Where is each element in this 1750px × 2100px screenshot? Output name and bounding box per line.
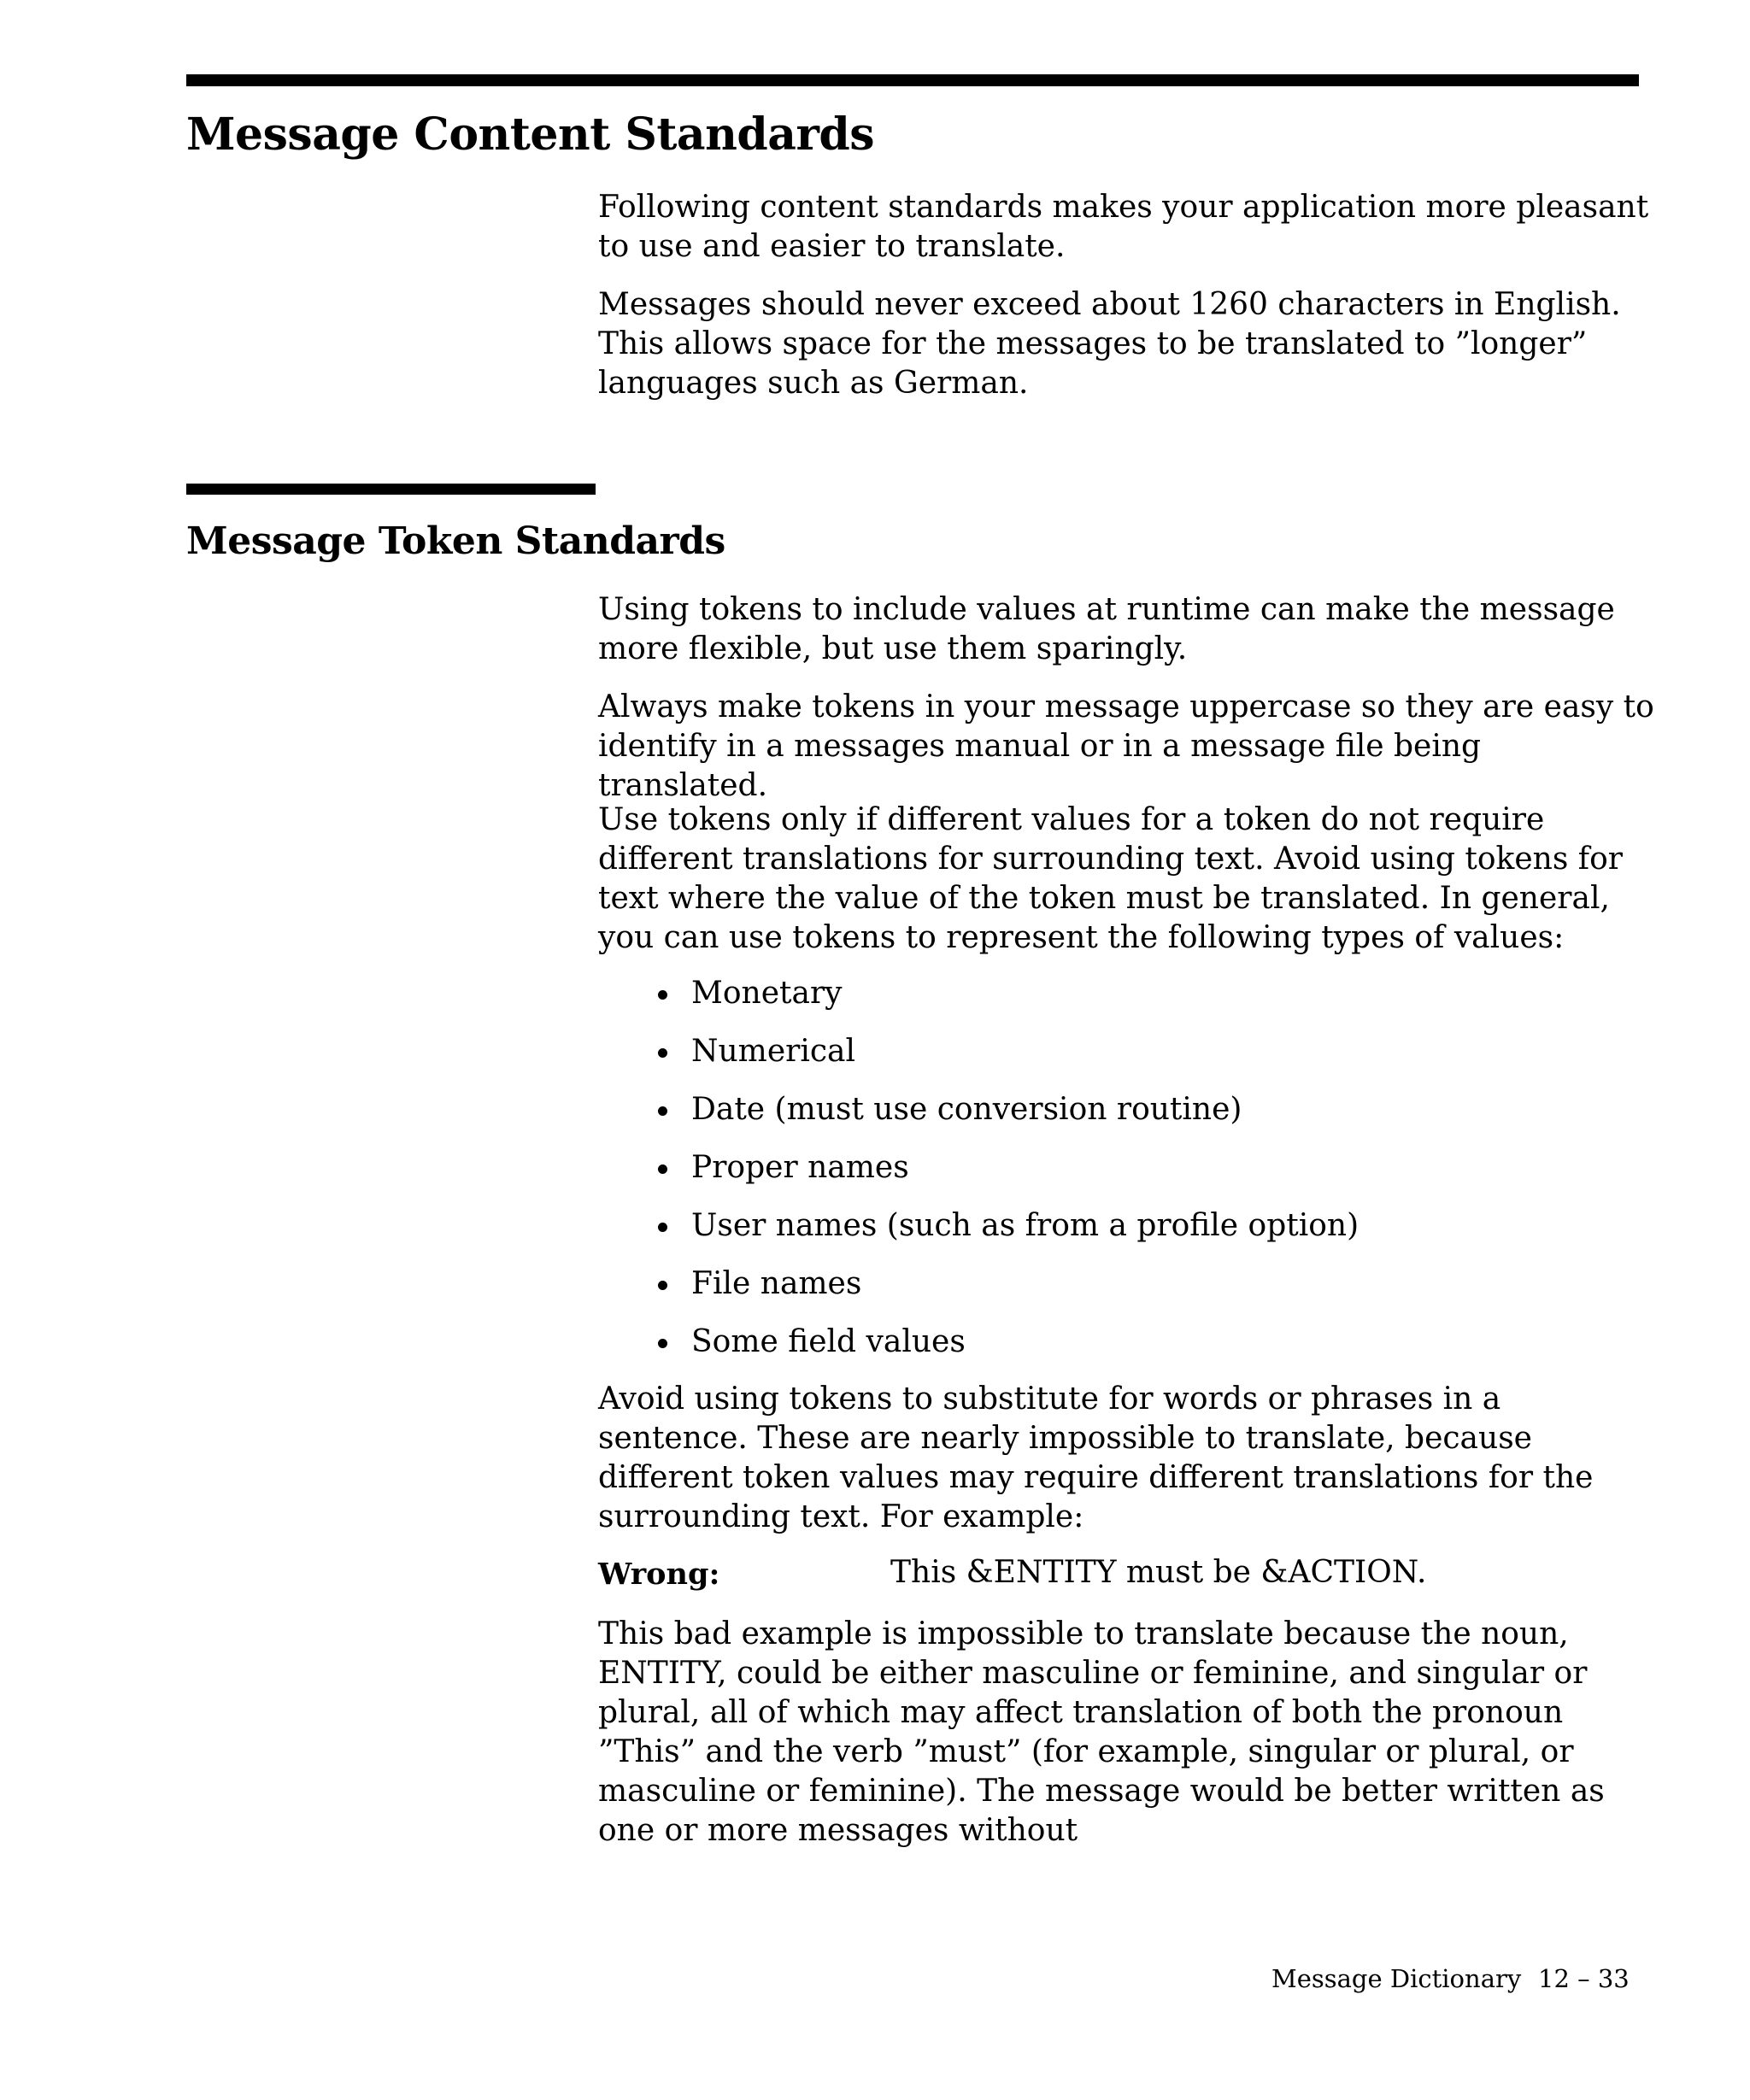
paragraph-text: Following content standards makes your application more pleasant to use and easier to translate. xyxy=(598,190,1649,264)
paragraph xyxy=(598,688,1658,806)
example-text: This &ENTITY must be &ACTION. xyxy=(890,1555,1427,1590)
list-item xyxy=(658,1264,1359,1304)
paragraph-text: This bad example is impossible to translate because the noun, ENTITY, could be either masculine or feminine, and singular or plural, all of which may affect translation of both the pronoun ”This” and the verb ”must” (for example, singular or plural, or masculine or feminine). The message would be better written as one or more messages without xyxy=(598,1616,1605,1848)
bullet-icon xyxy=(658,1339,667,1348)
list-item xyxy=(658,1323,1359,1362)
example-row xyxy=(598,1553,1658,1594)
list-item xyxy=(658,1148,1359,1188)
bullet-icon xyxy=(658,990,667,1000)
paragraph xyxy=(598,1380,1658,1537)
page-number: 12 – 33 xyxy=(1538,1964,1630,1993)
paragraph xyxy=(598,1615,1658,1851)
list-item-label: User names (such as from a profile option) xyxy=(691,1208,1359,1243)
list-item-label: Monetary xyxy=(691,976,843,1011)
token-value-types-list xyxy=(658,974,1359,1381)
list-item xyxy=(658,974,1359,1013)
list-item xyxy=(658,1206,1359,1246)
paragraph-text: Using tokens to include values at runtime can make the message more flexible, but use them sparingly. xyxy=(598,592,1615,666)
paragraph-text: Use tokens only if different values for a token do not require different translations for surrounding text. Avoid using tokens for text where the value of the token must be translated. In general, you can use tokens to represent the following types of values: xyxy=(598,802,1623,955)
bullet-icon xyxy=(658,1164,667,1174)
paragraph xyxy=(598,188,1658,267)
paragraph xyxy=(598,285,1658,403)
section-rule xyxy=(186,484,596,495)
list-item xyxy=(658,1032,1359,1071)
list-item-label: File names xyxy=(691,1266,862,1301)
list-item xyxy=(658,1090,1359,1129)
bullet-icon xyxy=(658,1281,667,1290)
list-item-label: Some field values xyxy=(691,1324,966,1359)
paragraph-text: Always make tokens in your message uppercase so they are easy to identify in a messages manual or in a message file being translated. xyxy=(598,689,1654,803)
paragraph xyxy=(598,590,1658,669)
paragraph xyxy=(598,801,1658,958)
bullet-icon xyxy=(658,1106,667,1116)
example-label: Wrong: xyxy=(598,1557,720,1592)
bullet-icon xyxy=(658,1048,667,1058)
list-item-label: Proper names xyxy=(691,1150,909,1185)
section-title-token-standards: Message Token Standards xyxy=(186,519,725,563)
list-item-label: Numerical xyxy=(691,1034,855,1069)
paragraph-text: Avoid using tokens to substitute for words or phrases in a sentence. These are nearly impossible to translate, because different token values may require different translations for the surrounding text. For example: xyxy=(598,1381,1594,1534)
section-rule-top xyxy=(186,74,1639,86)
footer-title: Message Dictionary xyxy=(1271,1964,1522,1993)
section-title-content-standards: Message Content Standards xyxy=(186,109,875,161)
list-item-label: Date (must use conversion routine) xyxy=(691,1092,1242,1127)
bullet-icon xyxy=(658,1223,667,1232)
paragraph-text: Messages should never exceed about 1260 characters in English. This allows space for the messages to be translated to ”longer” languages such as German. xyxy=(598,287,1621,401)
